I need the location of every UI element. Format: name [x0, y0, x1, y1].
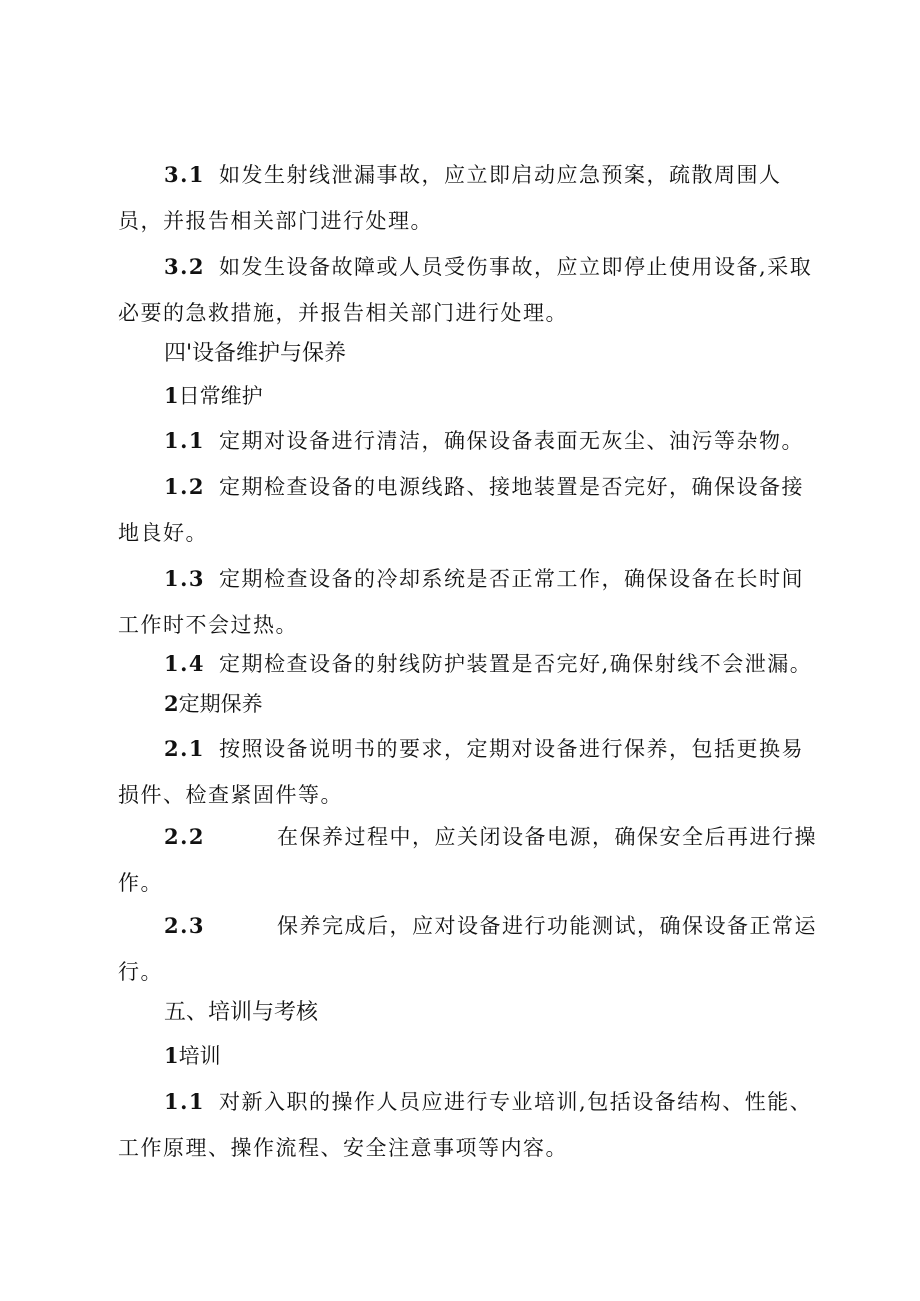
subheading-text: 定期保养 [178, 692, 263, 716]
subheading-text: 日常维护 [178, 384, 263, 408]
paragraph-text: 在保养过程中，应关闭设备电源，确保安全后再进行操作。 [118, 825, 818, 895]
subheading-daily-maintenance [164, 381, 263, 411]
paragraph-1-3 [118, 556, 818, 648]
item-number: 1.1 [164, 1089, 206, 1114]
subheading-training [164, 1041, 221, 1071]
subheading-periodic-maintenance [164, 689, 263, 719]
paragraph-1-4 [118, 641, 818, 687]
subheading-number: 1 [164, 383, 179, 408]
item-number: 2.2 [164, 824, 206, 849]
item-number: 3.1 [164, 162, 206, 187]
item-number: 1.2 [164, 474, 206, 499]
item-number: 1.3 [164, 566, 206, 591]
paragraph-5-1-1 [118, 1079, 818, 1171]
paragraph-text: 保养完成后，应对设备进行功能测试，确保设备正常运行。 [118, 914, 818, 984]
paragraph-1-2 [118, 464, 818, 556]
paragraph-text: 定期检查设备的电源线路、接地装置是否完好，确保设备接地良好。 [118, 475, 805, 545]
subheading-number: 2 [164, 691, 179, 716]
item-number: 2.3 [164, 913, 206, 938]
section-heading-5: 五、培训与考核 [164, 1000, 319, 1025]
paragraph-2-2 [118, 814, 818, 906]
paragraph-text: 定期检查设备的射线防护装置是否完好,确保射线不会泄漏。 [219, 652, 813, 676]
subheading-text: 培训 [178, 1044, 221, 1068]
item-number: 2.1 [164, 736, 206, 761]
item-number: 1.1 [164, 428, 206, 453]
paragraph-3-2 [118, 244, 818, 336]
paragraph-text: 定期检查设备的冷却系统是否正常工作，确保设备在长时间工作时不会过热。 [118, 567, 805, 637]
paragraph-3-1 [118, 152, 818, 244]
paragraph-text: 如发生射线泄漏事故，应立即启动应急预案，疏散周围人员，并报告相关部门进行处理。 [118, 163, 782, 233]
paragraph-2-1 [118, 726, 818, 818]
paragraph-text: 如发生设备故障或人员受伤事故，应立即停止使用设备,采取必要的急救措施，并报告相关部门进行处理。 [118, 255, 813, 325]
section-heading-4: 四'设备维护与保养 [164, 341, 347, 366]
subheading-number: 1 [164, 1043, 179, 1068]
item-number: 3.2 [164, 254, 206, 279]
paragraph-text: 定期对设备进行清洁，确保设备表面无灰尘、油污等杂物。 [219, 429, 805, 453]
paragraph-2-3 [118, 903, 818, 995]
paragraph-text: 对新入职的操作人员应进行专业培训,包括设备结构、性能、工作原理、操作流程、安全注意事项等内容。 [118, 1090, 813, 1160]
paragraph-text: 按照设备说明书的要求，定期对设备进行保养，包括更换易损件、检查紧固件等。 [118, 737, 805, 807]
paragraph-1-1 [118, 418, 818, 464]
item-number: 1.4 [164, 651, 206, 676]
